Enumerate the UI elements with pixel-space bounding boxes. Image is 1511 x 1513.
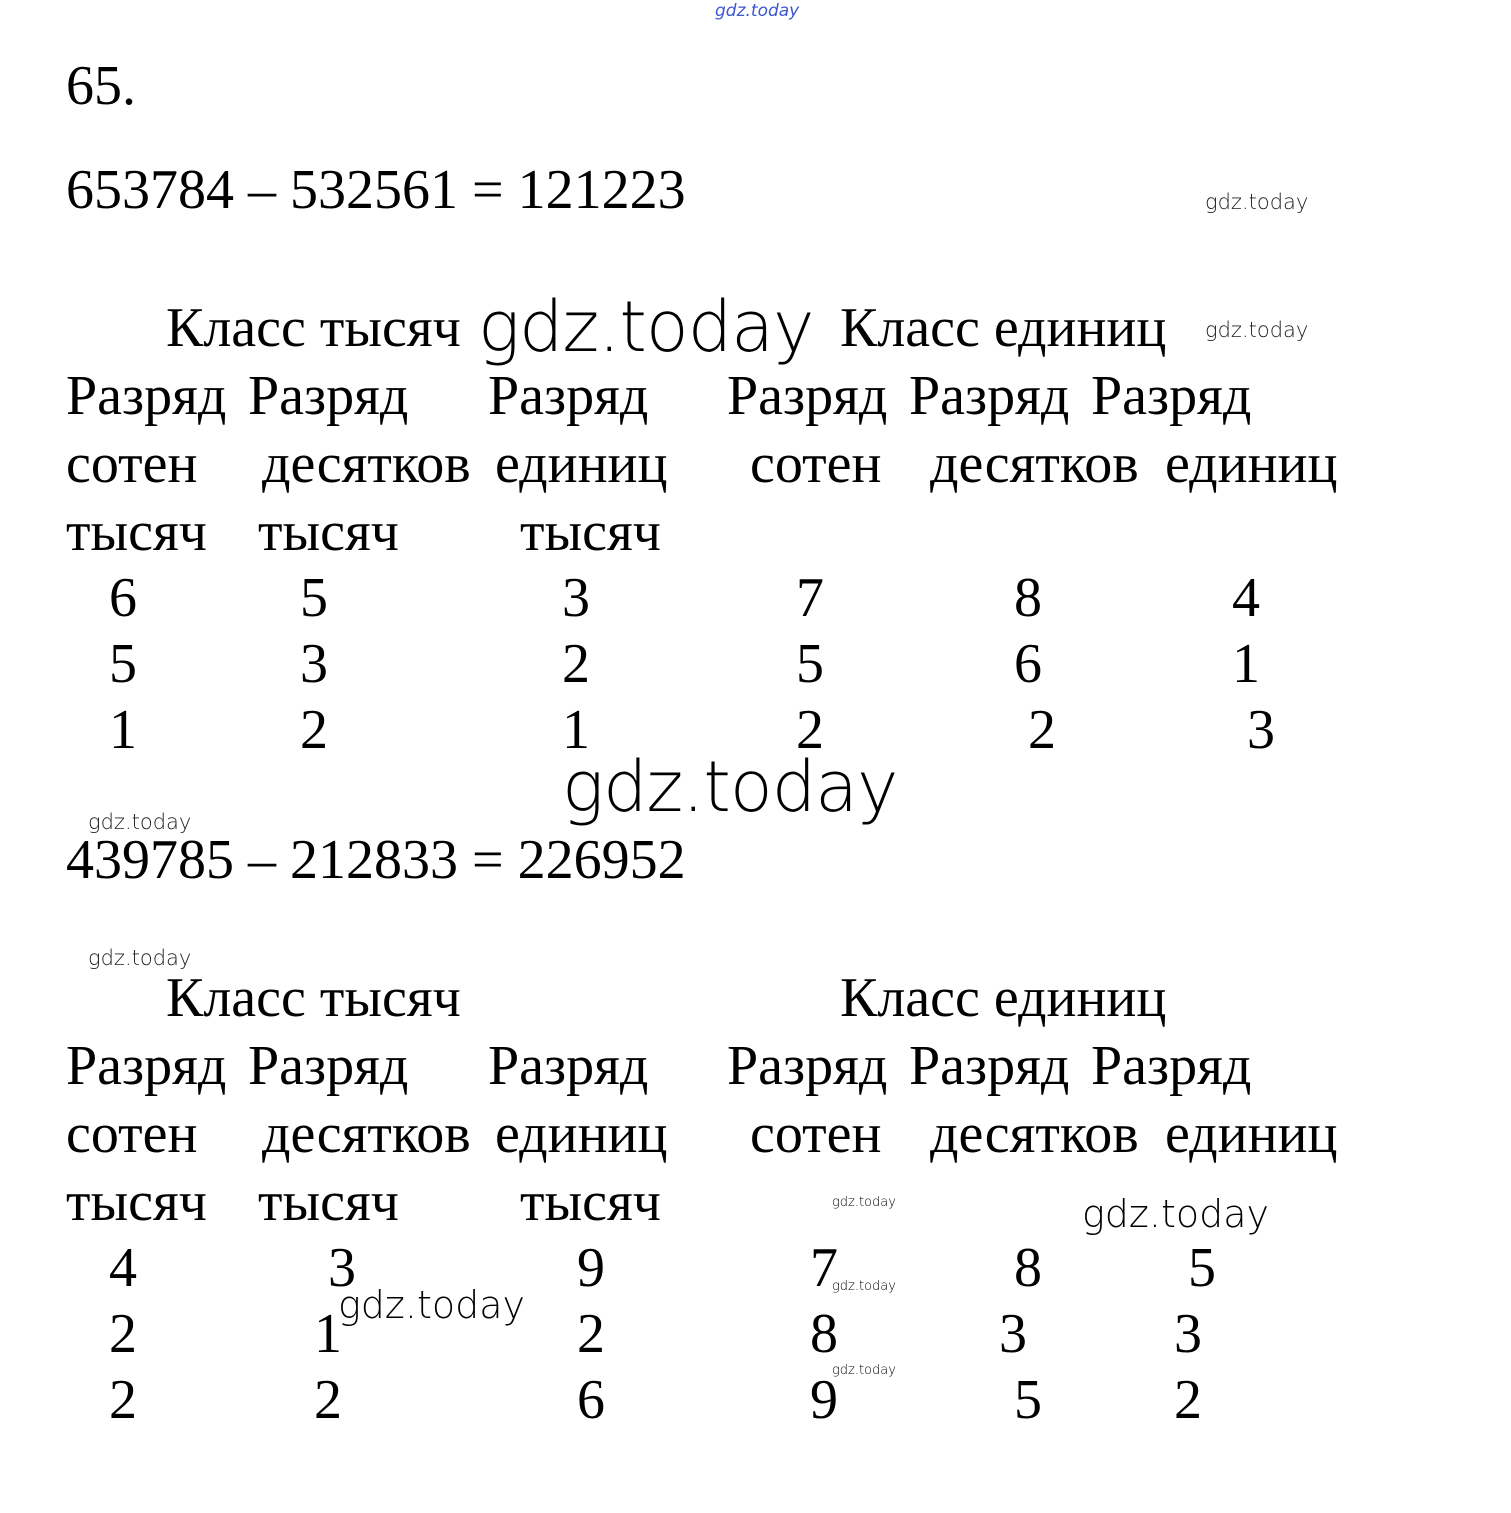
digit-2-r1-c2: 3	[328, 1237, 356, 1299]
digit-2-r1-c3: 9	[577, 1237, 605, 1299]
digit-1-r1-c1: 6	[109, 567, 137, 629]
digit-1-r2-c2: 3	[300, 633, 328, 695]
watermark-medium: gdz.today	[338, 1283, 525, 1327]
digit-2-r3-c6: 2	[1174, 1369, 1202, 1431]
digit-2-r1-c5: 8	[1014, 1237, 1042, 1299]
header-1-6-unit: единиц	[1165, 433, 1338, 495]
header-2-6-rank: Разряд	[1091, 1035, 1252, 1097]
class-thousands-label-2: Класс тысяч	[166, 967, 461, 1029]
digit-1-r1-c4: 7	[796, 567, 824, 629]
header-2-3-unit: единиц	[495, 1103, 668, 1165]
header-2-4-unit: сотен	[750, 1103, 882, 1165]
header-1-2-rank: Разряд	[248, 365, 409, 427]
header-1-5-unit: десятков	[930, 433, 1139, 495]
watermark-tiny: gdz.today	[832, 1195, 896, 1210]
header-2-2-rank: Разряд	[248, 1035, 409, 1097]
digit-2-r2-c4: 8	[810, 1303, 838, 1365]
header-1-1-rank: Разряд	[66, 365, 227, 427]
watermark-large: gdz.today	[562, 746, 898, 828]
digit-1-r1-c3: 3	[562, 567, 590, 629]
digit-2-r3-c4: 9	[810, 1369, 838, 1431]
header-2-3-rank: Разряд	[488, 1035, 649, 1097]
class-thousands-label-1: Класс тысяч	[166, 297, 461, 359]
digit-1-r2-c5: 6	[1014, 633, 1042, 695]
watermark-small: gdz.today	[88, 810, 192, 834]
header-2-3-class: тысяч	[520, 1171, 661, 1233]
equation-1: 653784 – 532561 = 121223	[66, 159, 686, 221]
digit-1-r3-c3: 1	[562, 699, 590, 761]
header-1-3-class: тысяч	[520, 501, 661, 563]
header-2-2-unit: десятков	[262, 1103, 471, 1165]
digit-2-r3-c3: 6	[577, 1369, 605, 1431]
digit-2-r2-c5: 3	[999, 1303, 1027, 1365]
equation-2: 439785 – 212833 = 226952	[66, 829, 686, 891]
header-1-2-class: тысяч	[258, 501, 399, 563]
header-1-6-rank: Разряд	[1091, 365, 1252, 427]
watermark-small: gdz.today	[88, 946, 192, 970]
header-1-1-unit: сотен	[66, 433, 198, 495]
digit-1-r1-c5: 8	[1014, 567, 1042, 629]
header-2-2-class: тысяч	[258, 1171, 399, 1233]
digit-2-r1-c6: 5	[1188, 1237, 1216, 1299]
digit-2-r2-c2: 1	[314, 1303, 342, 1365]
digit-2-r2-c3: 2	[577, 1303, 605, 1365]
watermark-tiny: gdz.today	[832, 1279, 896, 1294]
digit-1-r2-c4: 5	[796, 633, 824, 695]
watermark-top: gdz.today	[715, 1, 800, 21]
digit-2-r3-c5: 5	[1014, 1369, 1042, 1431]
class-units-label-1: Класс единиц	[840, 297, 1167, 359]
watermark-tiny: gdz.today	[832, 1363, 896, 1378]
digit-1-r2-c1: 5	[109, 633, 137, 695]
digit-2-r1-c4: 7	[810, 1237, 838, 1299]
digit-2-r2-c6: 3	[1174, 1303, 1202, 1365]
header-1-4-rank: Разряд	[727, 365, 888, 427]
digit-1-r3-c6: 3	[1247, 699, 1275, 761]
digit-2-r3-c1: 2	[109, 1369, 137, 1431]
digit-1-r1-c6: 4	[1232, 567, 1260, 629]
header-2-5-unit: десятков	[930, 1103, 1139, 1165]
header-2-5-rank: Разряд	[909, 1035, 1070, 1097]
header-2-6-unit: единиц	[1165, 1103, 1338, 1165]
digit-2-r2-c1: 2	[109, 1303, 137, 1365]
header-1-1-class: тысяч	[66, 501, 207, 563]
watermark-medium: gdz.today	[1082, 1192, 1269, 1236]
header-1-3-unit: единиц	[495, 433, 668, 495]
digit-1-r3-c4: 2	[796, 699, 824, 761]
digit-2-r3-c2: 2	[314, 1369, 342, 1431]
header-1-5-rank: Разряд	[909, 365, 1070, 427]
digit-1-r3-c1: 1	[109, 699, 137, 761]
header-2-1-rank: Разряд	[66, 1035, 227, 1097]
digit-2-r1-c1: 4	[109, 1237, 137, 1299]
header-2-1-unit: сотен	[66, 1103, 198, 1165]
header-2-1-class: тысяч	[66, 1171, 207, 1233]
watermark-small: gdz.today	[1205, 318, 1309, 342]
header-2-4-rank: Разряд	[727, 1035, 888, 1097]
digit-1-r2-c6: 1	[1232, 633, 1260, 695]
watermark-large: gdz.today	[478, 286, 814, 368]
digit-1-r1-c2: 5	[300, 567, 328, 629]
digit-1-r3-c5: 2	[1028, 699, 1056, 761]
problem-number: 65.	[66, 55, 136, 117]
class-units-label-2: Класс единиц	[840, 967, 1167, 1029]
watermark-small: gdz.today	[1205, 190, 1309, 214]
digit-1-r3-c2: 2	[300, 699, 328, 761]
header-1-4-unit: сотен	[750, 433, 882, 495]
header-1-3-rank: Разряд	[488, 365, 649, 427]
header-1-2-unit: десятков	[262, 433, 471, 495]
digit-1-r2-c3: 2	[562, 633, 590, 695]
